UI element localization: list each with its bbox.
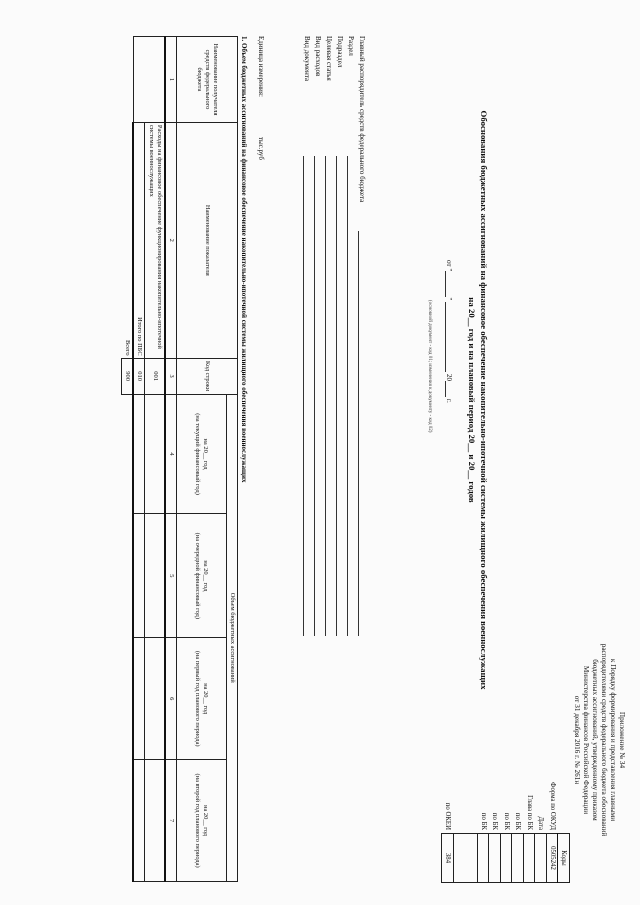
field-row — [336, 36, 346, 636]
field-line — [303, 156, 304, 636]
date-hint: (основной документ - код 01; изменения к документу - код 02) — [427, 300, 432, 433]
field-line — [336, 156, 337, 636]
unit-of-measure — [257, 36, 265, 160]
date-suffix: г. — [445, 398, 453, 403]
okei-label: по ОКЕИ — [444, 802, 452, 830]
unit-value: тыс.руб — [257, 136, 265, 160]
field-line — [314, 156, 315, 636]
col-number: 3 — [165, 358, 177, 394]
date-year-line — [445, 381, 454, 397]
field-line — [347, 156, 348, 636]
col-plan-year-2: на 20__ год (на второй год планового периода) — [177, 760, 227, 882]
codes-header: Коды — [558, 834, 570, 883]
code-value — [489, 834, 501, 883]
field-row — [358, 36, 368, 636]
code-value — [524, 834, 536, 883]
field-label: Раздел — [347, 36, 355, 56]
col-plan-year-1: на 20__ год (на первый год планового периода) — [177, 638, 227, 760]
date-month-line — [445, 302, 454, 372]
table-row — [134, 37, 146, 882]
col-number: 6 — [165, 638, 177, 760]
code-label: Дата — [537, 816, 545, 830]
code-value: 0505242 — [547, 834, 559, 883]
field-row — [303, 36, 313, 636]
row-code: 900 — [122, 358, 134, 394]
code-label: по БК — [479, 812, 487, 830]
field-row — [314, 36, 324, 636]
col-number: 5 — [165, 514, 177, 638]
field-line — [325, 156, 326, 636]
field-label: Подраздел — [336, 36, 344, 68]
field-row — [347, 36, 357, 636]
col-group: Объем бюджетных ассигнований — [227, 394, 238, 881]
row-code: 010 — [134, 358, 146, 394]
col-current-year: на 20__ год (на текущий финансовый год) — [177, 394, 227, 514]
code-value — [501, 834, 513, 883]
col-next-year: на 20__ год (на очередной финансовый год) — [177, 514, 227, 638]
approval-line: Министерства финансов Российской Федерации — [582, 665, 590, 815]
col-number: 1 — [165, 37, 177, 123]
date-prefix: от " — [445, 260, 453, 272]
title-line-2: на 20__ год и на плановый период 20__ и 20__ годов — [467, 297, 477, 503]
code-label: Глава по БК — [525, 795, 533, 830]
approval-block — [572, 615, 626, 865]
code-label: по БК — [491, 812, 499, 830]
row-indicator: Расходы на финансовое обеспечение функционирования накопительно-ипотечной системы военнослужащих — [145, 122, 165, 358]
code-label: по БК — [514, 812, 522, 830]
field-row — [325, 36, 335, 636]
col-code: Код строки — [177, 358, 238, 394]
approval-line: от 31 декабря 2016 г. № 261н — [573, 695, 581, 785]
document-date — [427, 260, 454, 640]
table-row — [122, 37, 134, 882]
document-title — [466, 90, 490, 710]
field-label: Вид документа — [303, 36, 311, 82]
code-value — [535, 834, 547, 883]
col-recipient: Наименование получателя средств федерального бюджета — [177, 37, 238, 123]
approval-line: распорядителями средств федерального бюджета обоснований — [600, 643, 608, 837]
code-value — [512, 834, 524, 883]
code-label: Форма по ОКУД — [548, 782, 556, 830]
col-number: 2 — [165, 122, 177, 358]
date-day-line — [445, 271, 454, 297]
title-line-1: Обоснования бюджетных ассигнований на финансовое обеспечение накопительно-ипотечной системы жилищного обеспечения военнослужащих — [479, 110, 489, 690]
code-label: по БК — [502, 812, 510, 830]
approval-line: бюджетных ассигнований, утвержденному приказом — [591, 659, 599, 821]
col-number: 4 — [165, 394, 177, 514]
row-subtotal-label: Итого по ПБС — [134, 122, 146, 358]
date-mid: " — [445, 297, 453, 301]
cell-recipient — [134, 37, 166, 123]
okei-value: 384 — [442, 834, 454, 883]
approval-line: Приложение № 34 — [618, 711, 626, 769]
codes-table — [442, 779, 571, 883]
field-label: Главный распорядитель средств федерального бюджета — [358, 36, 366, 203]
code-value — [454, 834, 478, 883]
section-title: 1. Объем бюджетных ассигнований на финансовое обеспечение накопительно-ипотечной системы жилищного обеспечения военнослужащих — [240, 36, 248, 483]
unit-label: Единица измерения: — [257, 36, 265, 97]
field-label: Вид расходов — [314, 36, 322, 77]
col-number: 7 — [165, 760, 177, 882]
approval-line: к Порядку формирования и представления главными — [609, 658, 617, 822]
allocations-table — [122, 36, 239, 882]
date-year-prefix: 20 — [445, 373, 453, 382]
col-indicator: Наименование показателя — [177, 122, 238, 358]
table-row — [145, 37, 165, 882]
row-code: 001 — [145, 358, 165, 394]
row-total-label: Всего — [122, 122, 134, 358]
code-value — [478, 834, 490, 883]
field-line — [358, 231, 359, 636]
field-label: Целевая статья — [325, 36, 333, 81]
